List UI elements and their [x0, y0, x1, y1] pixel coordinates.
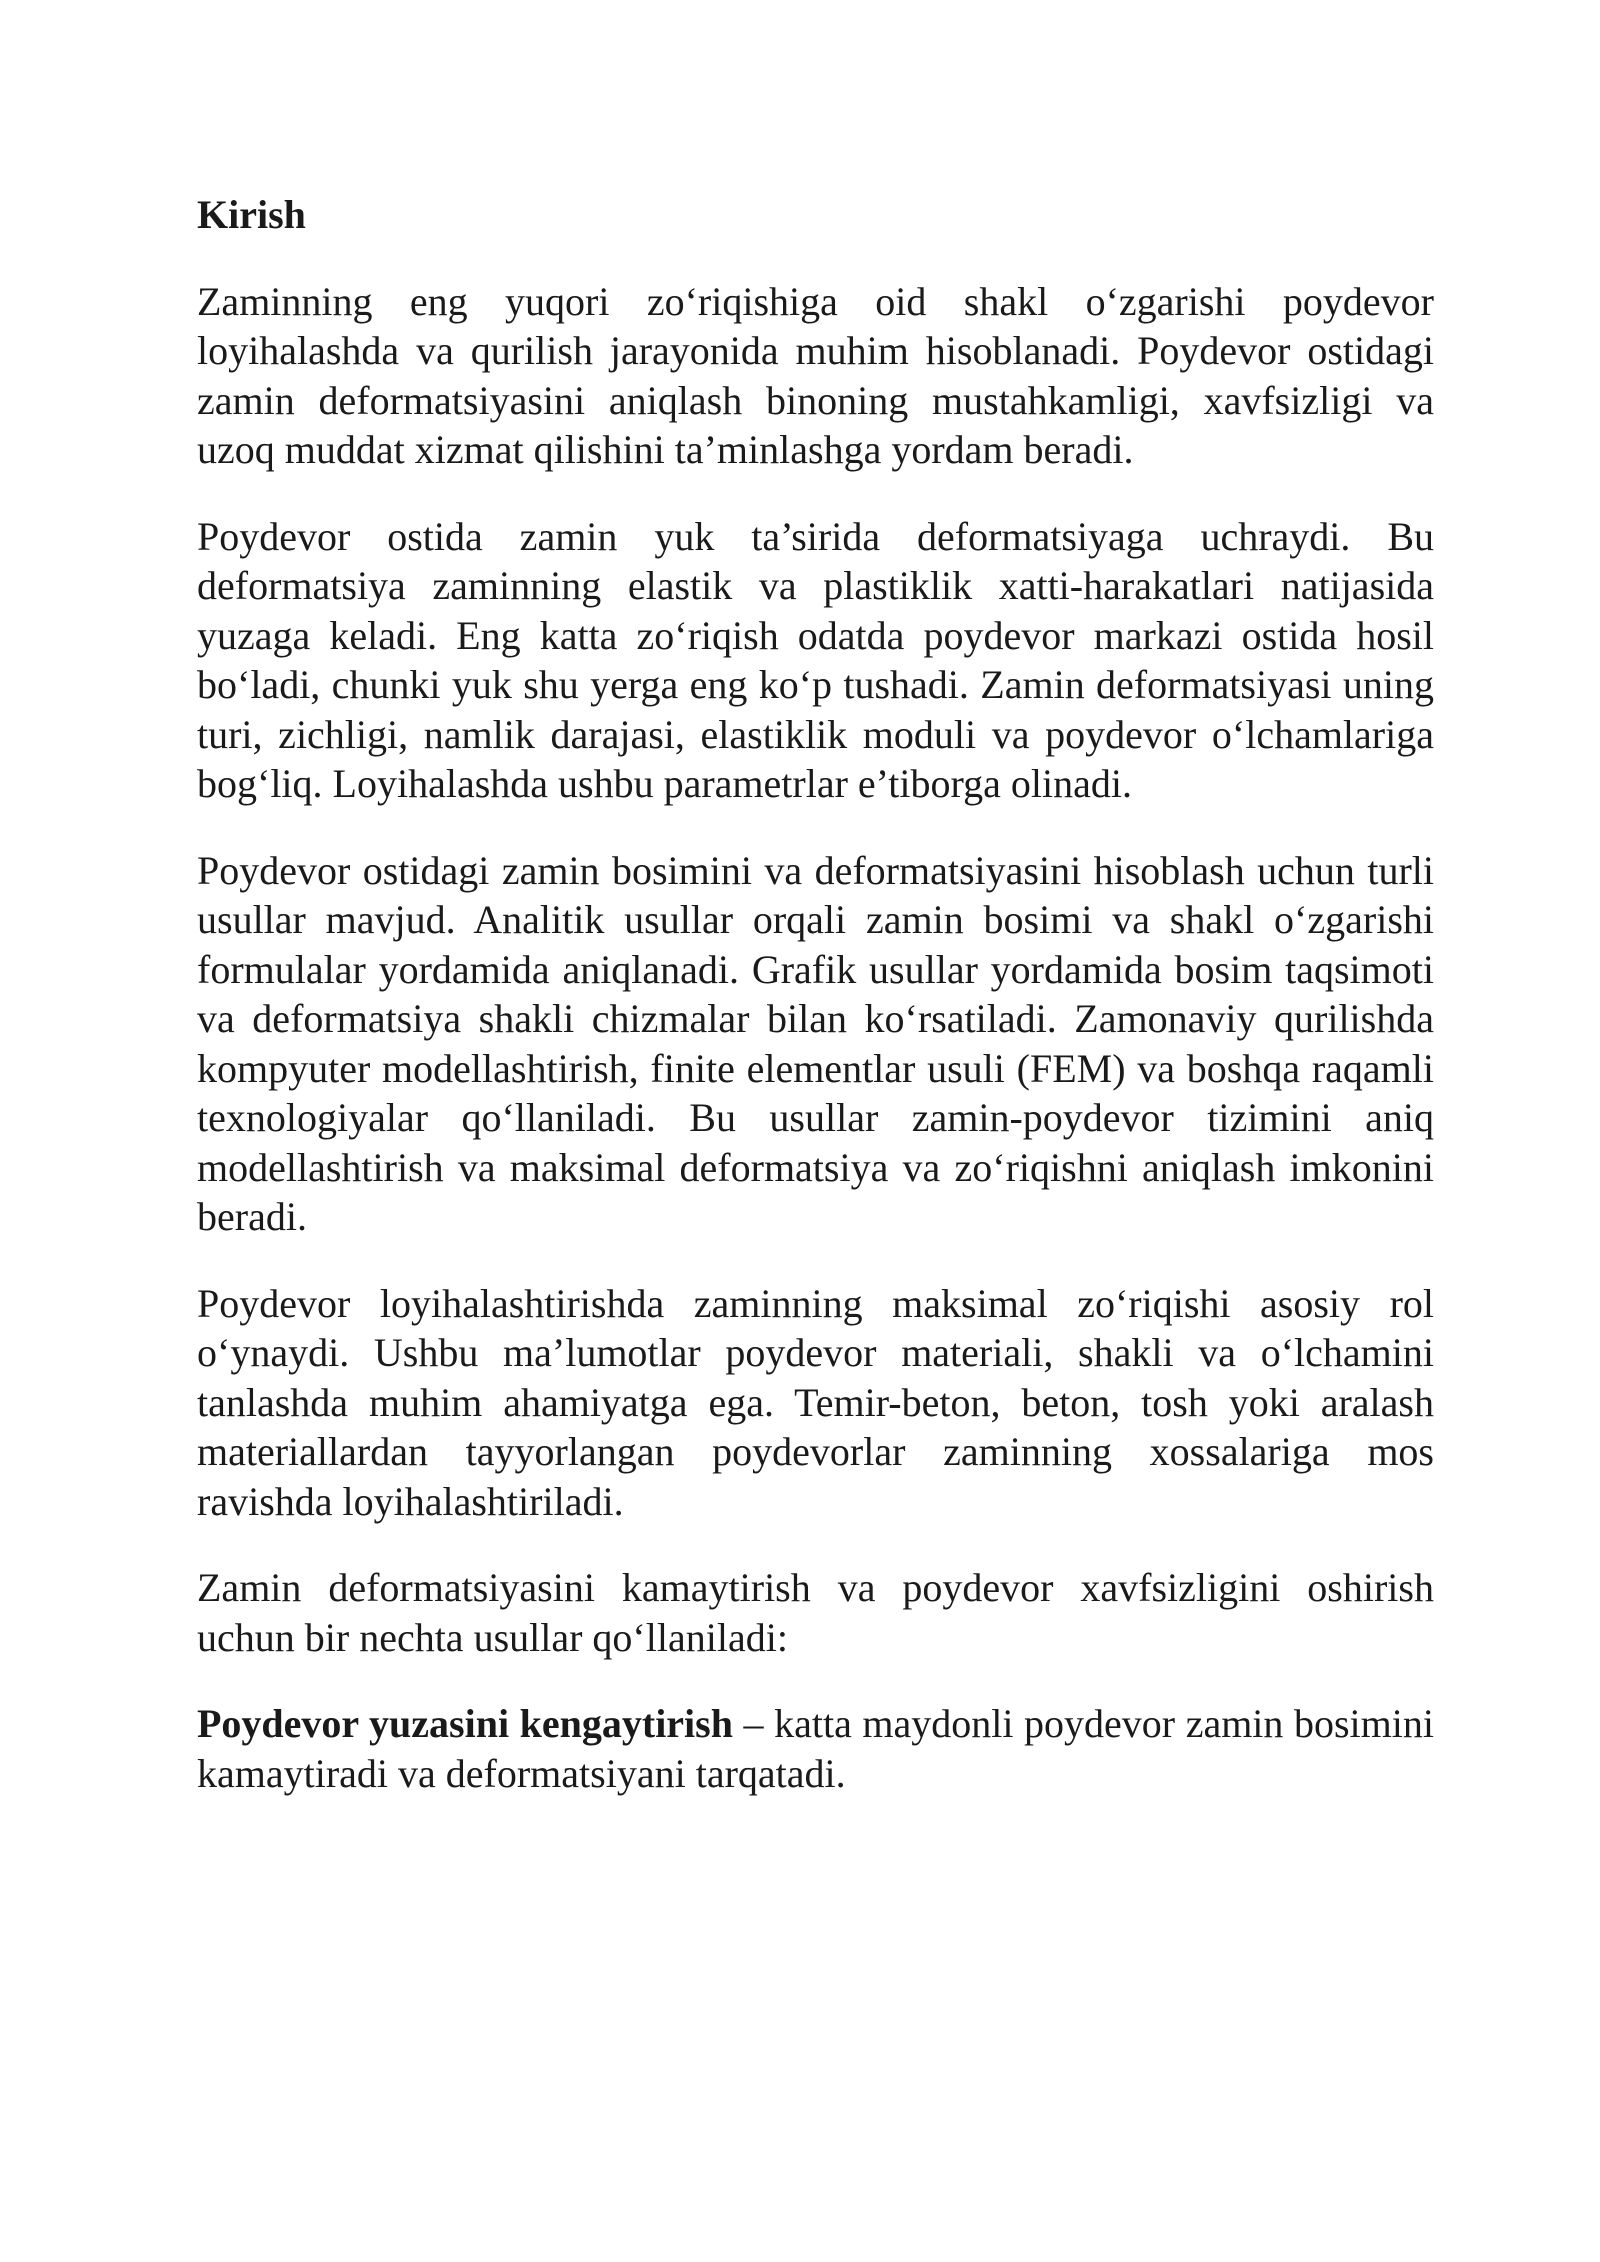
list-item: [197, 1699, 1434, 1798]
list-item-separator: –: [732, 1701, 775, 1746]
section-heading: Kirish: [197, 192, 306, 237]
paragraph-1: Zaminning eng yuqori zo‘riqishiga oid shakl o‘zgarishi poydevor loyihalashda va qurilish jarayonida muhim hisoblanadi. Poydevor ostidagi zamin deformatsiyasini aniqlash binoning mustahkamligi, xavfsizligi va uzoq muddat xizmat qilishini ta’minlashga yordam beradi.: [197, 278, 1434, 472]
paragraph-5: Zamin deformatsiyasini kamaytirish va poydevor xavfsizligini oshirish uchun bir nechta usullar qo‘llaniladi:: [197, 1565, 1434, 1660]
paragraph-3: Poydevor ostidagi zamin bosimini va deformatsiyasini hisoblash uchun turli usullar mavjud. Analitik usullar orqali zamin bosimi va shakl o‘zgarishi formulalar yordamida aniqlanadi. Grafik usullar yordamida bosim taqsimoti va deformatsiya shakli chizmalar bilan ko‘rsatiladi. Zamonaviy qurilishda kompyuter modellashtirish, finite elementlar usuli (FEM) va boshqa raqamli texnologiyalar qo‘llaniladi. Bu usullar zamin-poydevor tizimini aniq modellashtirish va maksimal deformatsiya va zo‘riqishni aniqlash imkonini beradi.: [197, 847, 1434, 1239]
paragraph-4: Poydevor loyihalashtirishda zaminning maksimal zo‘riqishi asosiy rol o‘ynaydi. Ushbu ma’lumotlar poydevor materiali, shakli va o‘lchamini tanlashda muhim ahamiyatga ega. Temir-beton, beton, tosh yoki aralash materiallardan tayyorlangan poydevorlar zaminning xossalariga mos ravishda loyihalashtiriladi.: [197, 1280, 1434, 1524]
document-body: [197, 190, 1434, 1835]
list-item-term: Poydevor yuzasini kengaytirish: [197, 1701, 733, 1746]
list-item-description: katta maydonli poydevor zamin bosimini kamaytiradi va deformatsiyani tarqatadi.: [197, 1701, 1434, 1796]
paragraph-2: Poydevor ostida zamin yuk ta’sirida deformatsiyaga uchraydi. Bu deformatsiya zaminning elastik va plastiklik xatti-harakatlari natijasida yuzaga keladi. Eng katta zo‘riqish odatda poydevor markazi ostida hosil bo‘ladi, chunki yuk shu yerga eng ko‘p tushadi. Zamin deformatsiyasi uning turi, zichligi, namlik darajasi, elastiklik moduli va poydevor o‘lchamlariga bog‘liq. Loyihalashda ushbu parametrlar e’tiborga olinadi.: [197, 513, 1434, 806]
